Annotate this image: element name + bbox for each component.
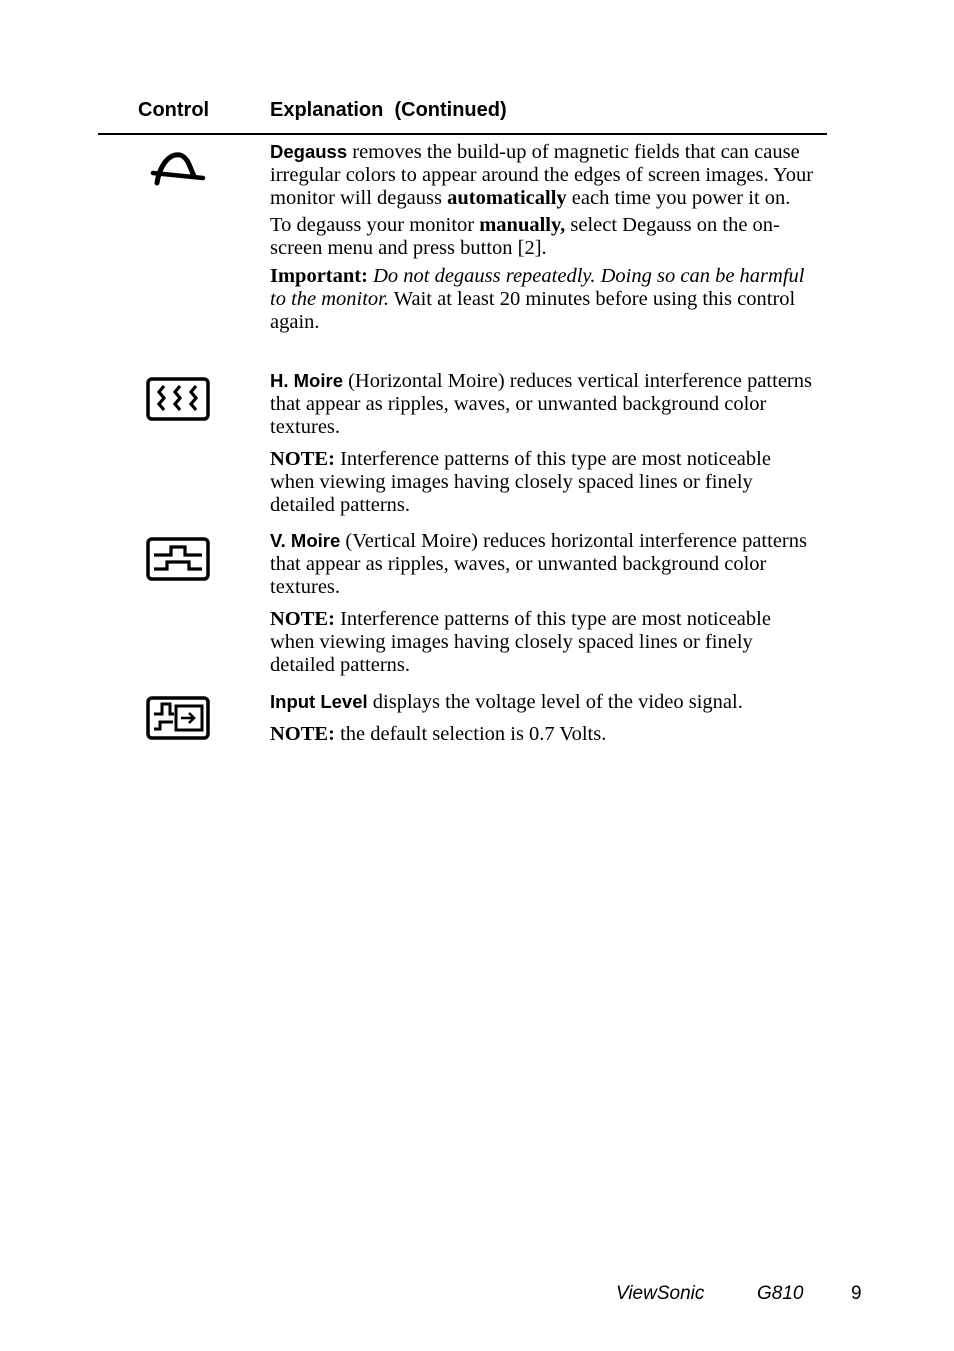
entry-h-moire: [270, 370, 815, 517]
degauss-icon: [140, 142, 216, 194]
paragraph: [270, 141, 815, 210]
emphasis-bold: NOTE:: [270, 723, 335, 745]
v-moire-icon: [140, 533, 216, 585]
entry-degauss: [270, 141, 815, 334]
emphasis-italic: Do not degauss repeatedly. Doing so can be harmful to the monitor.: [270, 265, 805, 310]
paragraph: [270, 530, 815, 599]
column-header-control: Control: [138, 99, 210, 121]
emphasis-bold: NOTE:: [270, 448, 335, 470]
input-level-icon: [140, 692, 216, 744]
header-rule: [98, 133, 827, 135]
term-input-level: Input Level: [270, 691, 368, 712]
text-run: select Degauss on the on-screen menu and press button [2].: [270, 214, 780, 259]
text-run: (Vertical Moire) reduces horizontal interference patterns that appear as ripples, waves, or unwanted background color textures.: [270, 530, 807, 598]
footer-brand: ViewSonic: [616, 1283, 705, 1304]
column-header-explanation: Explanation (Continued): [270, 99, 507, 121]
text-run: the default selection is 0.7 Volts.: [334, 723, 607, 745]
emphasis-bold: manually,: [479, 214, 566, 236]
emphasis-bold: Important:: [270, 265, 368, 287]
emphasis-bold: NOTE:: [270, 608, 335, 630]
paragraph: [270, 448, 815, 517]
h-moire-icon: [140, 373, 216, 425]
text-run: Interference patterns of this type are most noticeable when viewing images having closely spaced lines or finely detailed patterns.: [270, 608, 771, 676]
term-h-moire: H. Moire: [270, 370, 343, 391]
entry-input-level: [270, 691, 815, 746]
term-v-moire: V. Moire: [270, 530, 341, 551]
term-degauss: Degauss: [270, 141, 348, 162]
paragraph: [270, 265, 815, 334]
text-run: Interference patterns of this type are most noticeable when viewing images having closely spaced lines or finely detailed patterns.: [270, 448, 771, 516]
paragraph: [270, 691, 815, 714]
text-run: Wait at least 20 minutes before using this control again.: [270, 288, 796, 333]
paragraph: [270, 214, 815, 260]
footer-model: G810: [757, 1283, 804, 1304]
text-run: displays the voltage level of the video signal.: [367, 691, 743, 713]
paragraph: [270, 723, 815, 746]
entry-v-moire: [270, 530, 815, 677]
text-run: (Horizontal Moire) reduces vertical interference patterns that appear as ripples, waves, or unwanted background color textures.: [270, 370, 812, 438]
paragraph: [270, 370, 815, 439]
emphasis-bold: automatically: [447, 187, 567, 209]
text-run: each time you power it on.: [566, 187, 791, 209]
text-run: To degauss your monitor: [270, 214, 480, 236]
text-run: removes the build-up of magnetic fields that can cause irregular colors to appear around the edges of screen images. Your monitor will degauss: [270, 141, 814, 209]
paragraph: [270, 608, 815, 677]
page-number: 9: [851, 1283, 862, 1304]
